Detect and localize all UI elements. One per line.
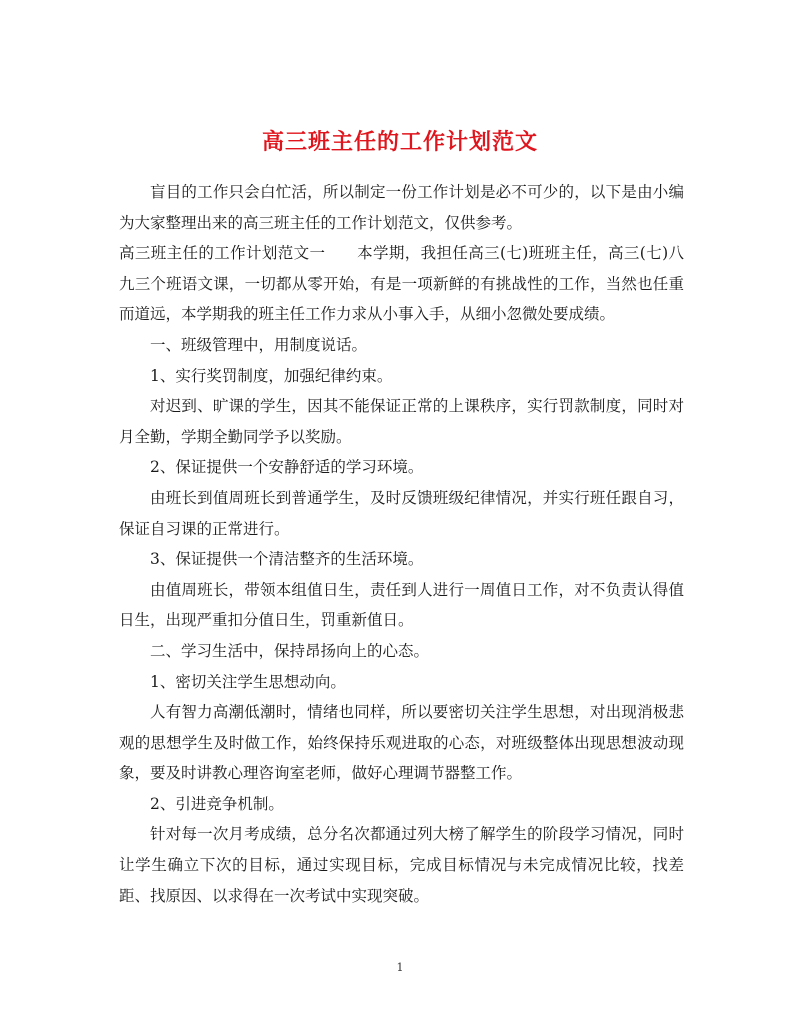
subheading-reward-punishment: 1、实行奖罚制度，加强纪律约束。 (150, 366, 393, 385)
subheading-clean-environment: 3、保证提供一个清洁整齐的生活环境。 (150, 550, 424, 569)
paragraph-attendance: 对迟到、旷课的学生，因其不能保证正常的上课秩序，实行罚款制度，同时对月全勤，学期全勤同学予以奖励。 (119, 397, 684, 446)
subheading-competition: 2、引进竞争机制。 (150, 794, 284, 813)
paragraph-intro: 盲目的工作只会白忙活，所以制定一份工作计划是必不可少的，以下是由小编为大家整理出来的高三班主任的工作计划范文，仅供参考。 (119, 183, 684, 232)
document-body (119, 177, 684, 911)
paragraph-plan-one: 高三班主任的工作计划范文一 本学期，我担任高三(七)班班主任，高三(七)八九三个班语文课，一切都从零开始，有是一项新鲜的有挑战性的工作，当然也任重而道远，本学期我的班主任工作力求从小事入手，从细小忽微处要成绩。 (119, 244, 684, 324)
subheading-quiet-environment: 2、保证提供一个安静舒适的学习环境。 (150, 458, 424, 477)
heading-class-management: 一、班级管理中，用制度说话。 (150, 335, 368, 354)
paragraph-psychology: 人有智力高潮低潮时，情绪也同样，所以要密切关注学生思想，对出现消极悲观的思想学生及时做工作，始终保持乐观进取的心态，对班级整体出现思想波动现象，要及时讲教心理咨询室老师，做好心理调节器整工作。 (119, 703, 684, 783)
paragraph-discipline-feedback: 由班长到值周班长到普通学生，及时反馈班级纪律情况，并实行班任跟自习，保证自习课的正常进行。 (119, 488, 684, 538)
paragraph-monthly-exams: 针对每一次月考成绩，总分名次都通过列大榜了解学生的阶段学习情况，同时让学生确立下次的目标，通过实现目标，完成目标情况与未完成情况比较，找差距、找原因、以求得在一次考试中实现突破。 (119, 825, 684, 905)
subheading-student-thoughts: 1、密切关注学生思想动向。 (150, 672, 346, 691)
page-number: 1 (396, 961, 404, 974)
document-title: 高三班主任的工作计划范文 (261, 128, 538, 155)
paragraph-duty-rotation: 由值周班长，带领本组值日生，责任到人进行一周值日工作，对不负责认得值日生，出现严重扣分值日生，罚重新值日。 (119, 580, 684, 630)
heading-study-life: 二、学习生活中，保持昂扬向上的心态。 (150, 641, 430, 660)
